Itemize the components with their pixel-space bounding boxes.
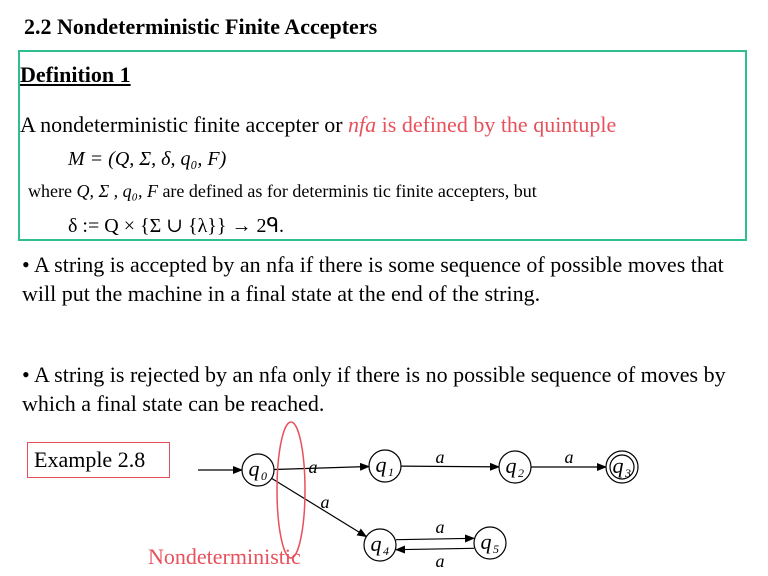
example-label: Example 2.8 xyxy=(27,442,170,478)
transition-q4-q5 xyxy=(396,538,474,539)
transition-function-formula: δ := Q × {Σ ∪ {λ}} → 2ᑫ. xyxy=(68,215,285,237)
state-subscript-q3: 3 xyxy=(625,466,631,480)
nondeterministic-label: Nondeterministic xyxy=(148,544,301,569)
state-q3 xyxy=(606,451,638,483)
state-q4 xyxy=(364,529,396,561)
transition-label-q5-q4: a xyxy=(435,551,445,571)
transition-label-q4-q5: a xyxy=(435,517,445,537)
state-subscript-q0: 0 xyxy=(261,469,267,483)
state-q0 xyxy=(242,454,274,486)
definition-prefix: A nondeterministic finite accepter or xyxy=(20,112,349,137)
quintuple-formula: M = (Q, Σ, δ, q₀, F) xyxy=(68,148,227,170)
state-subscript-q5: 5 xyxy=(493,542,499,556)
nfa-term: nfa xyxy=(348,112,377,137)
bullet-rejected: • A string is rejected by an nfa only if there is no possible sequence of moves by which a final state can be reached. xyxy=(22,362,726,416)
slide-title: 2.2 Nondeterministic Finite Accepters xyxy=(24,14,378,39)
state-q5 xyxy=(474,527,506,559)
where-suffix: are defined as for determinis tic finite accepters, but xyxy=(157,181,537,201)
state-label-q4: q xyxy=(370,531,382,556)
where-symbols: Q, Σ , q₀, F xyxy=(76,181,158,201)
state-label-q1: q xyxy=(375,452,387,477)
transition-label-q0-q1: a xyxy=(308,457,318,477)
definition-suffix: is defined by the quintuple xyxy=(376,112,617,137)
transition-q0-q4 xyxy=(272,478,367,536)
transition-q1-q2 xyxy=(401,466,499,467)
state-q2 xyxy=(499,451,531,483)
bullet-accepted: • A string is accepted by an nfa if there is some sequence of possible moves that will put the machine in a final state at the end of the string. xyxy=(22,252,724,306)
state-label-q0: q xyxy=(248,456,260,481)
definition-heading: Definition 1 xyxy=(20,62,131,87)
state-label-q3: q xyxy=(612,453,624,478)
state-label-q2: q xyxy=(505,453,517,478)
state-subscript-q4: 4 xyxy=(383,544,389,558)
where-prefix: where xyxy=(28,181,77,201)
state-q1 xyxy=(369,450,401,482)
state-label-q5: q xyxy=(480,529,492,554)
state-subscript-q1: 1 xyxy=(388,465,394,479)
state-subscript-q2: 2 xyxy=(518,466,524,480)
transition-label-q0-q4: a xyxy=(320,492,330,512)
transition-label-q2-q3: a xyxy=(564,447,574,467)
transition-label-q1-q2: a xyxy=(435,447,445,467)
transition-q0-q1 xyxy=(274,467,369,470)
transition-q5-q4 xyxy=(396,548,474,549)
